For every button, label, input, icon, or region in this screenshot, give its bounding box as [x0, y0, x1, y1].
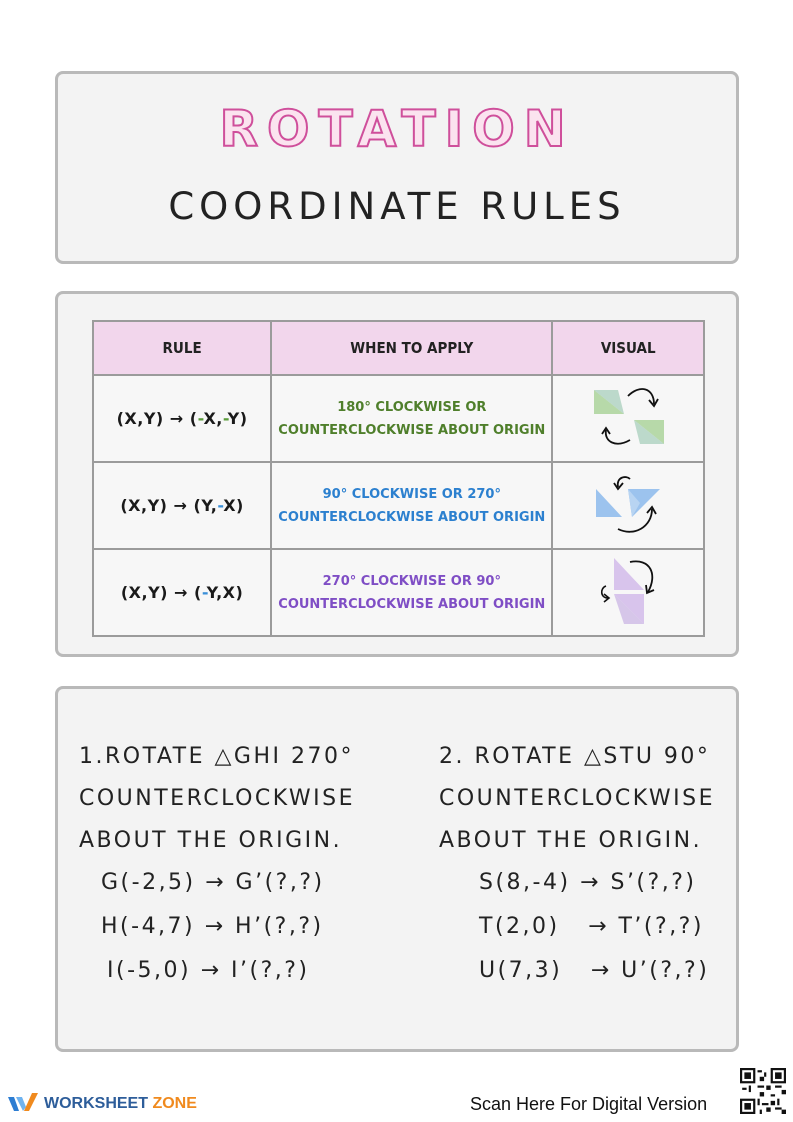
when-description: 270° CLOCKWISE OR 90° COUNTERCLOCKWISE ABOUT ORIGIN [278, 573, 546, 612]
when-description: 90° CLOCKWISE OR 270° COUNTERCLOCKWISE ABOUT ORIGIN [278, 486, 546, 525]
qr-code-icon[interactable] [740, 1068, 786, 1114]
logo-text: WORKSHEET ZONE [44, 1095, 197, 1112]
point-mapping: G(-2,5) → G’(?,?) [101, 870, 325, 895]
header-rule: RULE [93, 321, 271, 375]
problem-instruction: ABOUT THE ORIGIN. [79, 828, 343, 853]
table-header-row [93, 321, 704, 375]
problem-1 [79, 736, 355, 994]
rules-panel [55, 291, 739, 657]
point-mapping: T(2,0) → T’(?,?) [479, 914, 704, 939]
when-cell [271, 549, 552, 636]
header-visual: VISUAL [552, 321, 704, 375]
problem-instruction: ABOUT THE ORIGIN. [439, 828, 703, 853]
triangle-icon: △ [584, 744, 604, 769]
when-cell [271, 462, 552, 549]
point-mapping: H(-4,7) → H’(?,?) [101, 914, 324, 939]
point-mapping: I(-5,0) → I’(?,?) [107, 958, 310, 983]
when-description: 180° CLOCKWISE OR COUNTERCLOCKWISE ABOUT ORIGIN [278, 399, 546, 438]
page-subtitle: COORDINATE RULES [168, 185, 626, 228]
title-panel [55, 71, 739, 264]
rule-formula: (X,Y) → (Y,-X) [120, 496, 244, 515]
rule-cell [93, 375, 271, 462]
rotation-180-icon [588, 382, 668, 452]
rule-cell [93, 549, 271, 636]
problem-2 [439, 736, 715, 994]
rule-formula: (X,Y) → (-Y,X) [120, 583, 244, 602]
table-row [93, 549, 704, 636]
scan-instruction: Scan Here For Digital Version [470, 1094, 708, 1114]
visual-cell [552, 375, 704, 462]
table-row [93, 375, 704, 462]
visual-cell [552, 462, 704, 549]
header-when-to-apply: WHEN TO APPLY [271, 321, 552, 375]
rule-cell [93, 462, 271, 549]
problem-instruction: COUNTERCLOCKWISE [439, 786, 716, 811]
visual-cell [552, 549, 704, 636]
problem-instruction: 1.ROTATE △GHI 270° [79, 744, 354, 769]
rules-table [92, 320, 705, 637]
worksheet-zone-logo-icon [8, 1093, 38, 1115]
problem-instruction: COUNTERCLOCKWISE [79, 786, 356, 811]
rotation-90-cw-icon [588, 469, 668, 539]
table-row [93, 462, 704, 549]
rule-formula: (X,Y) → (-X,-Y) [116, 409, 248, 428]
triangle-icon: △ [214, 744, 234, 769]
worksheet-zone-logo[interactable] [8, 1093, 197, 1115]
when-cell [271, 375, 552, 462]
rotation-270-cw-icon [588, 554, 668, 628]
problem-instruction: 2. ROTATE △STU 90° [439, 744, 711, 769]
point-mapping: S(8,-4) → S’(?,?) [479, 870, 697, 895]
page-title: ROTATION [219, 100, 575, 158]
point-mapping: U(7,3) → U’(?,?) [479, 958, 710, 983]
